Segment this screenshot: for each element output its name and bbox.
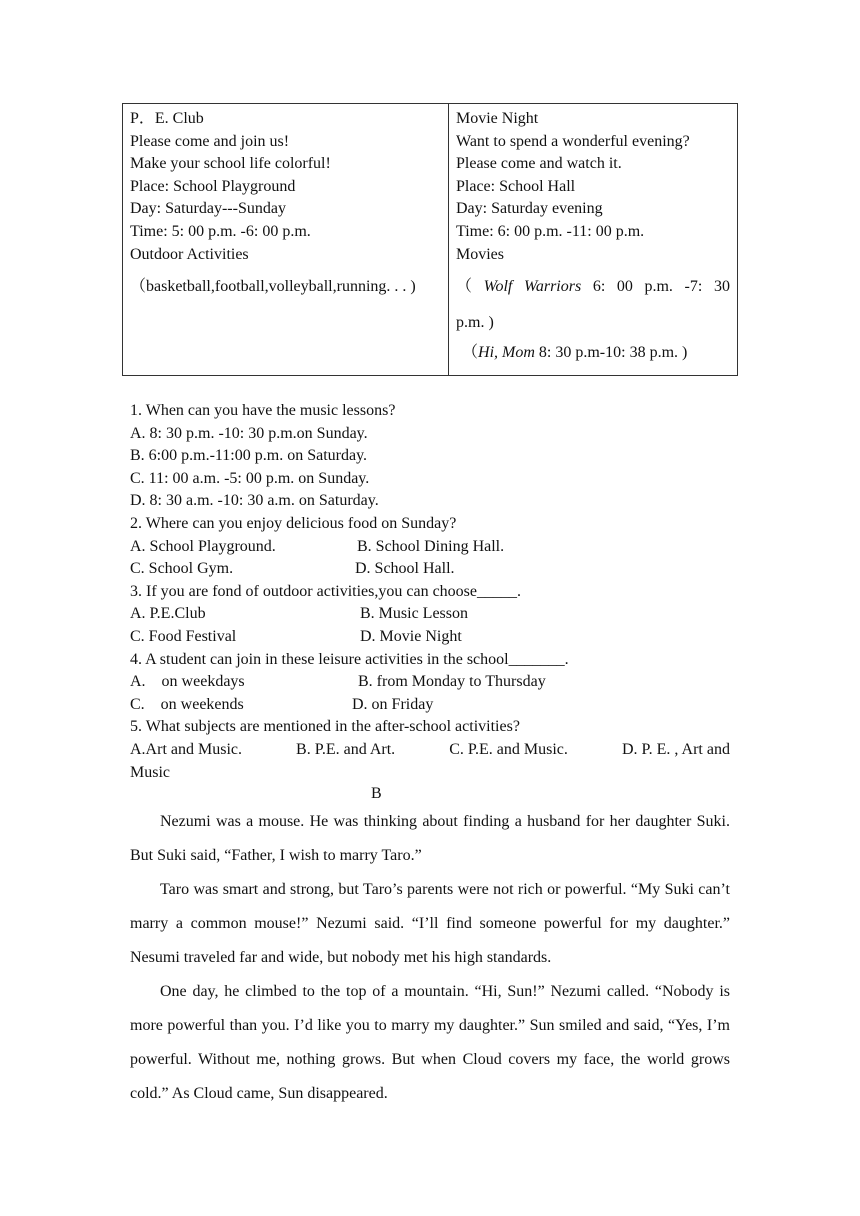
pe-club-activities: （basketball,football,volleyball,running. . . ) [130, 278, 416, 296]
option-a: A. P.E.Club [130, 605, 206, 623]
movie-hi-mom [456, 342, 730, 365]
pe-club-title: P．E. Club [130, 110, 204, 127]
option-c: C. School Gym. [130, 560, 234, 578]
pe-club-cell [123, 104, 449, 376]
option-row [130, 626, 730, 649]
option-d: D. 8: 30 a.m. -10: 30 a.m. on Saturday. [130, 492, 379, 510]
option-b: B. 6:00 p.m.-11:00 p.m. on Saturday. [130, 447, 368, 465]
movie-night-line: Please come and watch it. [456, 155, 622, 173]
passage-paragraph: One day, he climbed to the top of a mountain. “Hi, Sun!” Nezumi called. “Nobody is more powerful than you. I’d like you to marry my daughter.” Sun smiled and said, “Yes, I’m powerful. Without me, nothing grows. But when Cloud covers my face, the world grows cold.” As Cloud came, Sun disappeared. [130, 983, 730, 1102]
questions-section [130, 400, 730, 784]
q5-options [130, 739, 730, 762]
movie-wolf-warriors [456, 266, 730, 334]
movie-night-line: Time: 6: 00 p.m. -11: 00 p.m. [456, 222, 645, 240]
movie-wolf-warriors-row [456, 276, 730, 298]
option-row [130, 536, 730, 559]
pe-club-line: Please come and join us! [130, 132, 290, 150]
movie-time-part: p.m. [644, 278, 673, 296]
option-a: A. 8: 30 p.m. -10: 30 p.m.on Sunday. [130, 424, 368, 442]
option-b: B. from Monday to Thursday [358, 673, 546, 691]
option-a: A. on weekdays [130, 673, 245, 691]
movie-title-word: Wolf [483, 278, 513, 296]
movie-night-line: Day: Saturday evening [456, 200, 603, 218]
paren-open: （ [456, 278, 473, 296]
movie-night-line: Place: School Hall [456, 177, 576, 195]
option-row [130, 671, 730, 694]
option-row [130, 694, 730, 717]
movie-time-part: 30 [713, 278, 730, 296]
pe-club-line: Place: School Playground [130, 177, 296, 195]
paren-open: （ [462, 344, 479, 362]
question-stem: 2. Where can you enjoy delicious food on Sunday? [130, 514, 457, 532]
option-d: D. P. E. , Art and [621, 740, 730, 758]
option-c: C. P.E. and Music. [449, 740, 568, 758]
section-label: B [371, 785, 382, 802]
pe-club-line: Outdoor Activities [130, 245, 249, 263]
movie-time-part: 6: [592, 278, 606, 296]
passage-paragraph: Nezumi was a mouse. He was thinking about finding a husband for her daughter Suki. But Suki said, “Father, I wish to marry Taro.” [130, 813, 730, 864]
question-stem: 1. When can you have the music lessons? [130, 402, 396, 419]
pe-club-line: Day: Saturday---Sunday [130, 200, 286, 218]
movie-night-line: Want to spend a wonderful evening? [456, 132, 690, 150]
movie-time: 8: 30 p.m-10: 38 p.m. ) [534, 344, 688, 362]
option-b: B. P.E. and Art. [296, 740, 396, 758]
option-c: C. 11: 00 a.m. -5: 00 p.m. on Sunday. [130, 469, 370, 487]
movie-night-line: Movies [456, 245, 504, 263]
option-d: D. on Friday [352, 695, 434, 713]
pe-club-line: Time: 5: 00 p.m. -6: 00 p.m. [130, 222, 311, 240]
option-d-continued: Music [130, 763, 170, 781]
movie-time-end: p.m. ) [456, 314, 494, 332]
reading-passage [130, 805, 730, 1111]
movie-title-word: Warriors [523, 278, 582, 296]
question-stem: 5. What subjects are mentioned in the after-school activities? [130, 718, 520, 736]
option-c: C. Food Festival [130, 627, 237, 645]
option-row [130, 739, 730, 784]
option-row [130, 603, 730, 626]
movie-title: Hi, Mom [478, 344, 535, 362]
option-b: B. Music Lesson [360, 605, 468, 623]
question-stem: 3. If you are fond of outdoor activities,you can choose_____. [130, 582, 522, 600]
activities-table [122, 103, 738, 376]
option-row [130, 558, 730, 581]
option-a: A.Art and Music. [130, 740, 242, 758]
option-a: A. School Playground. [130, 537, 276, 555]
question-stem: 4. A student can join in these leisure activities in the school_______. [130, 650, 569, 668]
passage-paragraph: Taro was smart and strong, but Taro’s parents were not rich or powerful. “My Suki can’t marry a common mouse!” Nezumi said. “I’ll find someone powerful for my daughter.” Nesumi traveled far and wide, but nobody met his high standards. [130, 881, 730, 966]
option-d: D. Movie Night [360, 627, 462, 645]
movie-time-part: -7: [684, 278, 703, 296]
option-c: C. on weekends [130, 695, 244, 713]
movie-time-part: 00 [616, 278, 633, 296]
pe-club-line: Make your school life colorful! [130, 155, 331, 173]
movie-night-title: Movie Night [456, 110, 539, 127]
option-b: B. School Dining Hall. [357, 537, 505, 555]
movie-night-cell [449, 104, 738, 376]
option-d: D. School Hall. [355, 560, 455, 578]
spacer [130, 266, 441, 276]
